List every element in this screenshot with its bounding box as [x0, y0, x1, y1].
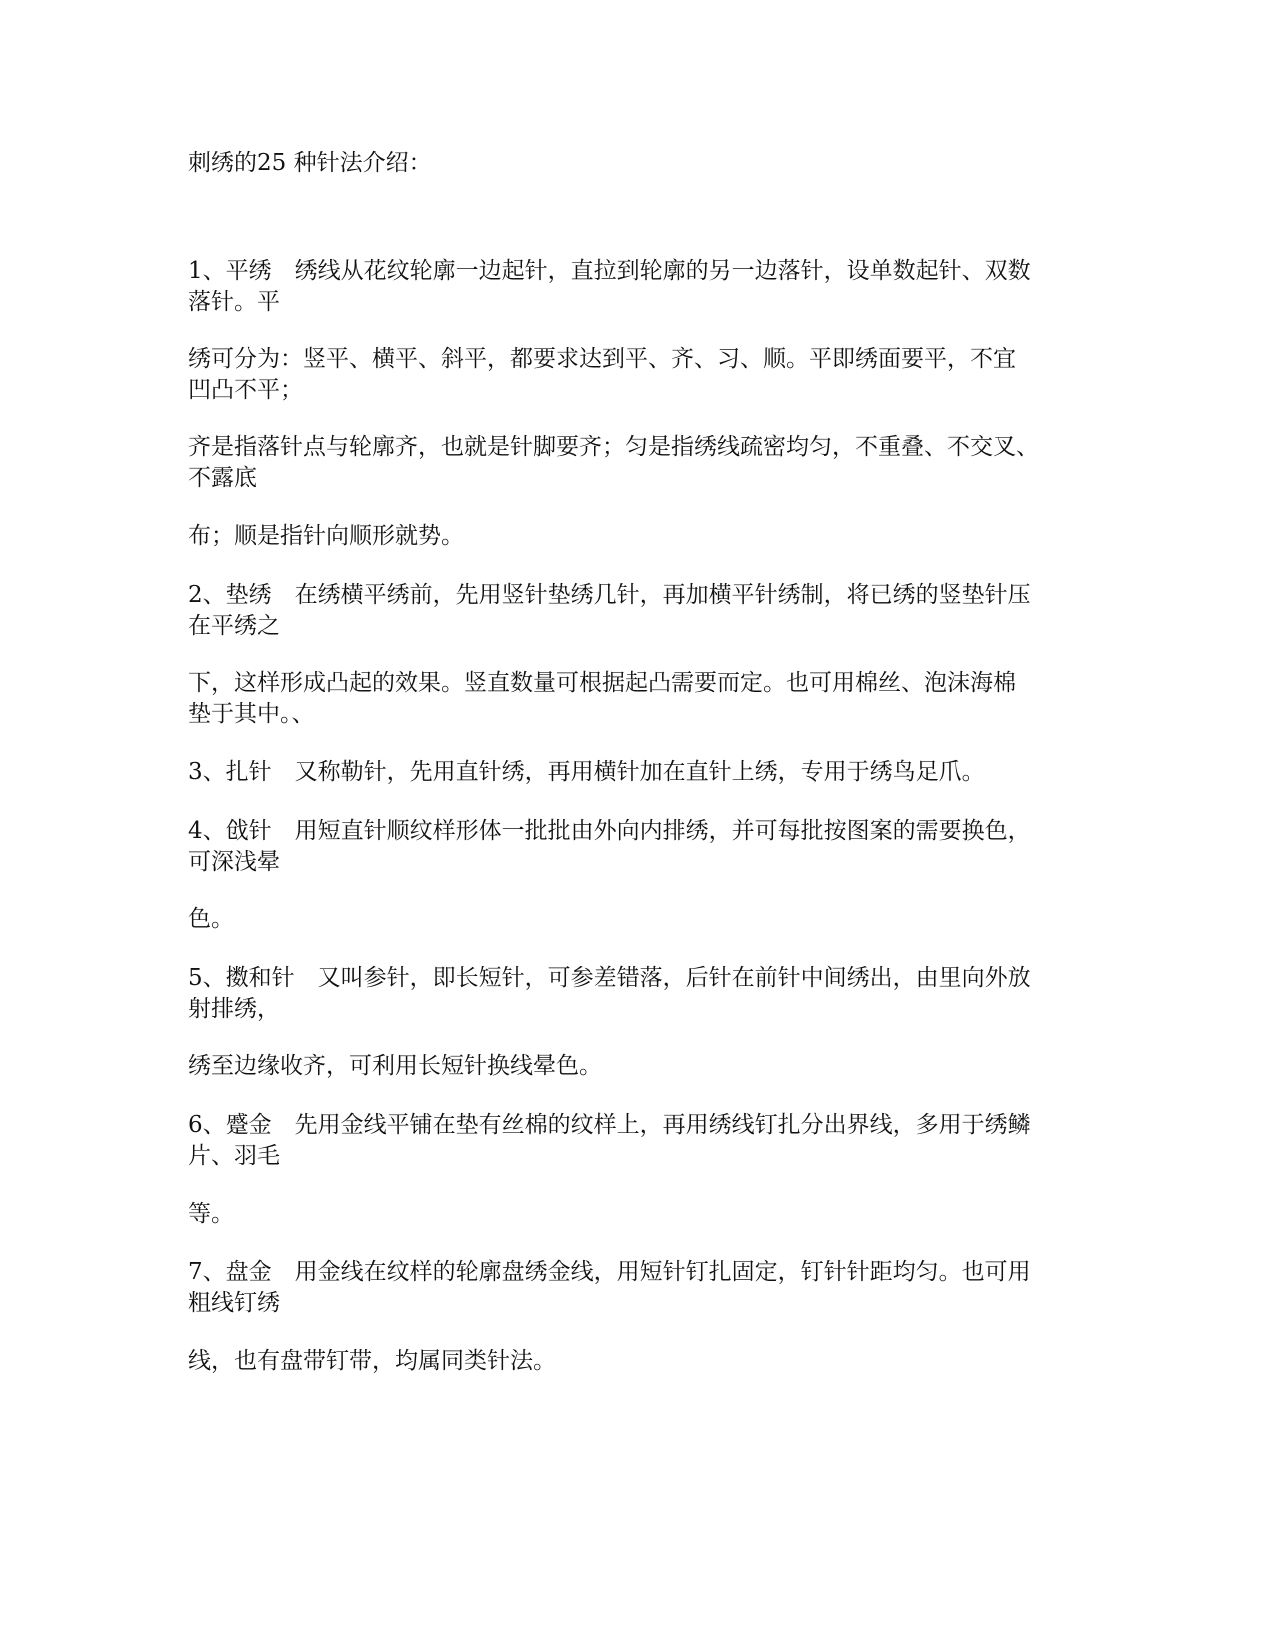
- text-line: 可深浅晕: [188, 849, 280, 875]
- text-line: 下，这样形成凸起的效果。竖直数量可根据起凸需要而定。也可用棉丝、泡沫海棉: [188, 670, 1016, 696]
- text-line: 射排绣，: [188, 996, 280, 1022]
- paragraph-5-part-2: [188, 1051, 1093, 1082]
- paragraph-1-part-2: [188, 344, 1093, 406]
- text-line: 不露底: [188, 465, 257, 491]
- text-line: 2、垫绣 在绣横平绣前，先用竖针垫绣几针，再加横平针绣制，将已绣的竖垫针压: [188, 582, 1031, 608]
- text-line: 片、羽毛: [188, 1143, 280, 1169]
- text-line: 5、擞和针 又叫参针，即长短针，可参差错落，后针在前针中间绣出，由里向外放: [188, 965, 1031, 991]
- text-line: 等。: [188, 1201, 234, 1227]
- text-line: 落针。平: [188, 289, 280, 315]
- paragraph-1-part-4: [188, 521, 1093, 552]
- text-line: 齐是指落针点与轮廓齐，也就是针脚要齐；匀是指绣线疏密均匀，不重叠、不交叉、: [188, 434, 1039, 460]
- document-title: 刺绣的25 种针法介绍：: [188, 150, 432, 176]
- text-line: 布；顺是指针向顺形就势。: [188, 523, 464, 549]
- paragraph-6-part-2: [188, 1199, 1093, 1230]
- paragraph-1-part-3: [188, 432, 1093, 494]
- text-line: 色。: [188, 906, 234, 932]
- paragraph-6-part-1: [188, 1110, 1093, 1172]
- paragraph-4-part-2: [188, 904, 1093, 935]
- paragraph-1-part-1: [188, 256, 1093, 318]
- text-line: 垫于其中。、: [188, 701, 315, 727]
- text-line: 绣至边缘收齐，可利用长短针换线晕色。: [188, 1053, 602, 1079]
- paragraph-5-part-1: [188, 963, 1093, 1025]
- paragraph-7-part-1: [188, 1257, 1093, 1319]
- text-line: 线，也有盘带钉带，均属同类针法。: [188, 1348, 556, 1374]
- paragraph-3: [188, 757, 1093, 788]
- paragraph-4-part-1: [188, 816, 1093, 878]
- paragraph-7-part-2: [188, 1346, 1093, 1377]
- paragraph-2-part-1: [188, 580, 1093, 642]
- paragraph-2-part-2: [188, 668, 1093, 730]
- text-line: 绣可分为：竖平、横平、斜平，都要求达到平、齐、习、顺。平即绣面要平，不宜: [188, 346, 1016, 372]
- text-line: 4、戗针 用短直针顺纹样形体一批批由外向内排绣，并可每批按图案的需要换色，: [188, 818, 1031, 844]
- text-line: 3、扎针 又称勒针，先用直针绣，再用横针加在直针上绣，专用于绣鸟足爪。: [188, 759, 985, 785]
- text-line: 凹凸不平；: [188, 377, 303, 403]
- text-line: 1、平绣 绣线从花纹轮廓一边起针，直拉到轮廓的另一边落针，设单数起针、双数: [188, 258, 1031, 284]
- text-line: 在平绣之: [188, 613, 280, 639]
- text-line: 粗线钉绣: [188, 1290, 280, 1316]
- text-line: 6、蹙金 先用金线平铺在垫有丝棉的纹样上，再用绣线钉扎分出界线，多用于绣鳞: [188, 1112, 1031, 1138]
- text-line: 7、盘金 用金线在纹样的轮廓盘绣金线，用短针钉扎固定，钉针针距均匀。也可用: [188, 1259, 1031, 1285]
